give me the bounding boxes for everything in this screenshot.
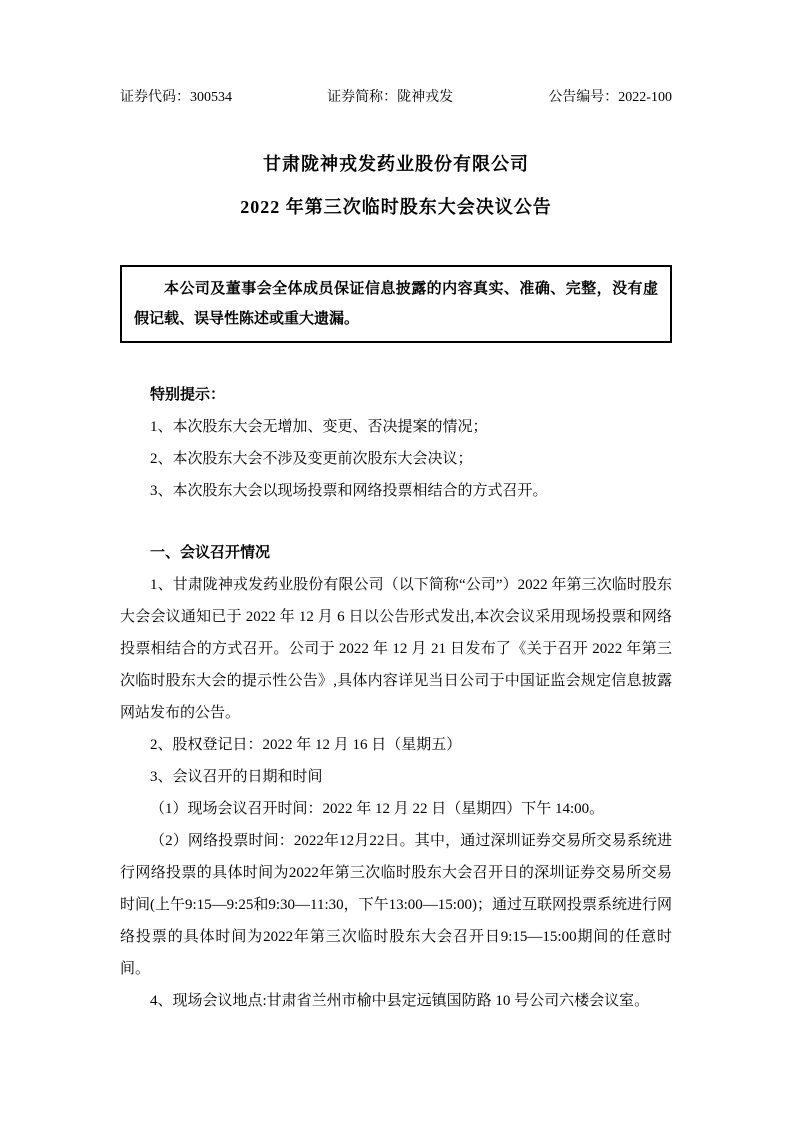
- section-1-heading: 一、会议召开情况: [150, 545, 271, 561]
- disclaimer-text: 本公司及董事会全体成员保证信息披露的内容真实、准确、完整，没有虚假记载、误导性陈述或重大遗漏。: [134, 281, 658, 327]
- special-notice-heading: 特别提示：: [150, 387, 226, 403]
- section-1-paragraph-1: 1、甘肃陇神戎发药业股份有限公司（以下简称“公司”）2022 年第三次临时股东大会会议通知已于 2022 年 12 月 6 日以公告形式发出,本次会议采用现场投票和网络投票相结合的方式召开。公司于 2022 年 12 月 21 日发布了《关于召开 2022 年第三次临时股东大会的提示性公告》,具体内容详见当日公司于中国证监会规定信息披露网站发布的公告。: [120, 577, 672, 721]
- section-1-paragraph-2: 2、股权登记日：2022 年 12 月 16 日（星期五）: [150, 737, 462, 753]
- special-notice-item-3: 3、本次股东大会以现场投票和网络投票相结合的方式召开。: [150, 483, 548, 499]
- doc-header: [120, 88, 672, 107]
- stock-abbr: 证券简称：陇神戎发: [327, 90, 454, 105]
- company-name-title: 甘肃陇神戎发药业股份有限公司: [263, 154, 529, 174]
- meeting-resolution-title: 2022 年第三次临时股东大会决议公告: [240, 197, 552, 217]
- announcement-number: 公告编号：2022-100: [548, 90, 672, 105]
- section-1-paragraph-5: （2）网络投票时间：2022年12月22日。其中，通过深圳证券交易所交易系统进行网络投票的具体时间为2022年第三次临时股东大会召开日的深圳证券交易所交易时间(上午9:15—9:25和9:30—11:30，下午13:00—15:00)；通过互联网投票系统进行网络投票的具体时间为2022年第三次临时股东大会召开日9:15—15:00期间的任意时间。: [120, 833, 672, 977]
- stock-code: 证券代码：300534: [120, 90, 232, 105]
- section-1-paragraph-4: （1）现场会议召开时间：2022 年 12 月 22 日（星期四）下午 14:00。: [150, 801, 605, 817]
- special-notice-item-2: 2、本次股东大会不涉及变更前次股东大会决议；: [150, 451, 473, 467]
- section-1-paragraph-6: 4、现场会议地点:甘肃省兰州市榆中县定远镇国防路 10 号公司六楼会议室。: [150, 993, 650, 1009]
- special-notice-item-1: 1、本次股东大会无增加、变更、否决提案的情况；: [150, 419, 488, 435]
- section-1-paragraph-3: 3、会议召开的日期和时间: [150, 769, 323, 785]
- disclaimer-box: [120, 265, 672, 343]
